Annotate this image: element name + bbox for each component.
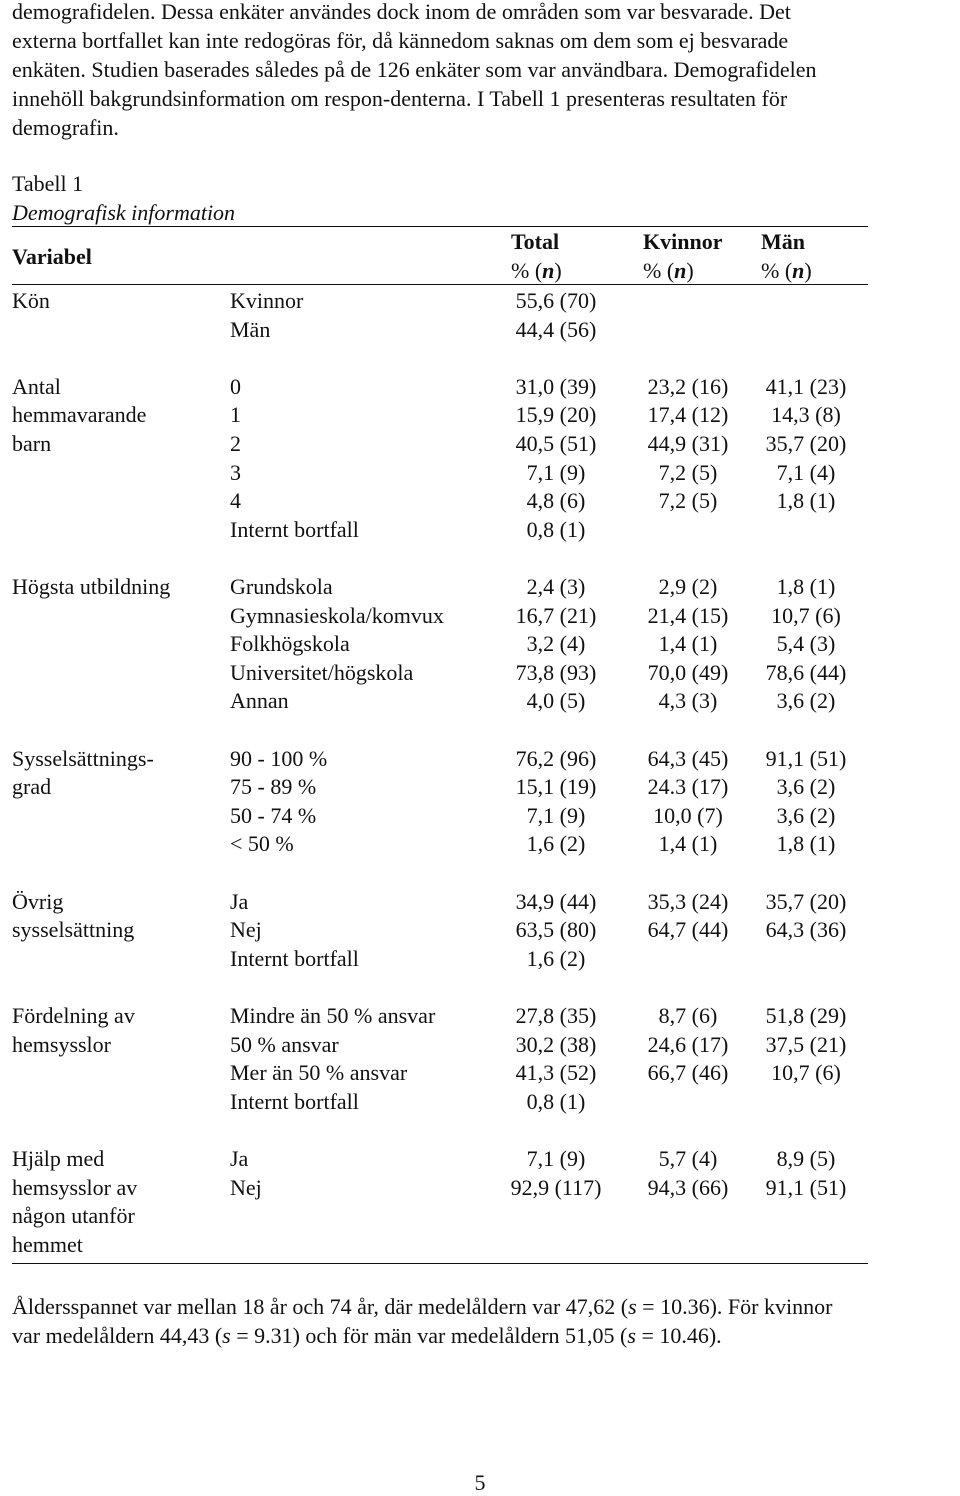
page-number: 5	[474, 1470, 486, 1495]
total-cell: 34,9 (44)	[515, 888, 597, 914]
category-cell: 0	[230, 373, 241, 399]
total-cell: 92,9 (117)	[510, 1174, 602, 1200]
total-cell: 73,8 (93)	[515, 659, 597, 685]
total-cell: 55,6 (70)	[515, 288, 597, 313]
header-total: Total	[511, 229, 560, 254]
table-header-rule	[12, 284, 868, 285]
total-cell: 0,8 (1)	[526, 516, 586, 542]
category-cell: Internt bortfall	[230, 516, 359, 542]
total-cell: 7,1 (9)	[526, 802, 586, 828]
category-cell: 90 - 100 %	[230, 745, 328, 771]
header-kvinnor: Kvinnor	[643, 229, 723, 254]
kvinnor-cell: 4,3 (3)	[658, 688, 718, 714]
total-cell: 27,8 (35)	[515, 1003, 597, 1028]
kvinnor-cell: 7,2 (5)	[658, 459, 718, 485]
total-cell: 7,1 (9)	[526, 459, 586, 485]
category-cell: Män	[230, 316, 271, 342]
total-cell: 0,8 (1)	[526, 1088, 586, 1114]
man-cell: 7,1 (4)	[776, 459, 836, 485]
category-cell: 2	[230, 431, 241, 456]
category-cell: 50 - 74 %	[230, 802, 317, 828]
kvinnor-cell: 7,2 (5)	[658, 488, 718, 514]
man-cell: 5,4 (3)	[776, 631, 836, 657]
total-cell: 30,2 (38)	[515, 1031, 597, 1057]
kvinnor-cell: 70,0 (49)	[647, 659, 729, 685]
kvinnor-cell: 64,7 (44)	[647, 917, 729, 943]
category-cell: 75 - 89 %	[230, 774, 317, 800]
header-man: Män	[761, 229, 805, 254]
header-total-unit: % (n)	[511, 258, 562, 283]
category-cell: Kvinnor	[230, 288, 304, 313]
kvinnor-cell: 1,4 (1)	[658, 831, 718, 857]
kvinnor-cell: 1,4 (1)	[658, 631, 718, 657]
footer-line: var medelåldern 44,43 (s = 9.31) och för män var medelåldern 51,05 (s = 10.46).	[12, 1323, 722, 1348]
total-cell: 15,9 (20)	[515, 402, 597, 428]
category-cell: 50 % ansvar	[230, 1031, 339, 1057]
intro-line: enkäten. Studien baserades således på de 126 enkäter som var användbara. Demografidelen	[12, 57, 817, 82]
category-cell: Mindre än 50 % ansvar	[230, 1003, 436, 1028]
table-title: Tabell 1	[12, 171, 84, 196]
total-cell: 1,6 (2)	[526, 831, 586, 857]
kvinnor-cell: 2,9 (2)	[658, 574, 718, 599]
total-cell: 16,7 (21)	[515, 602, 597, 628]
category-cell: 3	[230, 459, 241, 485]
variable-label: Kön	[12, 288, 50, 313]
category-cell: Universitet/högskola	[230, 659, 414, 685]
kvinnor-cell: 24.3 (17)	[647, 774, 729, 800]
variable-label: barn	[12, 431, 52, 456]
man-cell: 3,6 (2)	[776, 774, 836, 800]
intro-line: demografin.	[12, 115, 119, 140]
man-cell: 8,9 (5)	[776, 1146, 836, 1171]
man-cell: 14,3 (8)	[771, 402, 841, 428]
variable-label: någon utanför	[12, 1203, 135, 1229]
table-top-rule	[12, 226, 868, 227]
table-bottom-rule	[12, 1263, 868, 1264]
total-cell: 76,2 (96)	[515, 745, 597, 771]
category-cell: Gymnasieskola/komvux	[230, 602, 444, 628]
intro-line: innehöll bakgrundsinformation om respon-denterna. I Tabell 1 presenteras resultaten för	[12, 86, 788, 111]
man-cell: 78,6 (44)	[765, 659, 847, 685]
kvinnor-cell: 10,0 (7)	[653, 802, 723, 828]
man-cell: 64,3 (36)	[765, 917, 847, 943]
kvinnor-cell: 23,2 (16)	[647, 373, 729, 399]
category-cell: Internt bortfall	[230, 945, 359, 971]
man-cell: 41,1 (23)	[765, 373, 847, 399]
variable-label: hemmet	[12, 1231, 83, 1257]
man-cell: 1,8 (1)	[776, 574, 836, 599]
man-cell: 37,5 (21)	[765, 1031, 847, 1057]
total-cell: 4,0 (5)	[526, 688, 586, 714]
category-cell: Mer än 50 % ansvar	[230, 1060, 408, 1086]
category-cell: Nej	[230, 917, 262, 943]
variable-label: hemsysslor av	[12, 1174, 138, 1200]
variable-label: Högsta utbildning	[12, 574, 171, 599]
man-cell: 1,8 (1)	[776, 488, 836, 514]
man-cell: 91,1 (51)	[765, 745, 847, 771]
total-cell: 15,1 (19)	[515, 774, 597, 800]
total-cell: 41,3 (52)	[515, 1060, 597, 1086]
kvinnor-cell: 8,7 (6)	[658, 1003, 718, 1028]
man-cell: 91,1 (51)	[765, 1174, 847, 1200]
category-cell: Grundskola	[230, 574, 333, 599]
kvinnor-cell: 44,9 (31)	[647, 431, 729, 456]
man-cell: 51,8 (29)	[765, 1003, 847, 1028]
table-subtitle: Demografisk information	[12, 200, 236, 225]
man-cell: 10,7 (6)	[771, 602, 841, 628]
category-cell: < 50 %	[230, 831, 294, 857]
header-variabel: Variabel	[12, 244, 92, 269]
total-cell: 7,1 (9)	[526, 1146, 586, 1171]
variable-label: grad	[12, 774, 52, 800]
variable-label: Övrig	[12, 888, 64, 914]
total-cell: 63,5 (80)	[515, 917, 597, 943]
intro-paragraph	[12, 0, 958, 142]
header-kvinnor-unit: % (n)	[643, 258, 694, 283]
category-cell: Nej	[230, 1174, 262, 1200]
total-cell: 3,2 (4)	[526, 631, 586, 657]
variable-label: sysselsättning	[12, 917, 135, 943]
category-cell: 4	[230, 488, 241, 514]
total-cell: 44,4 (56)	[515, 316, 597, 342]
category-cell: Annan	[230, 688, 289, 714]
variable-label: Hjälp med	[12, 1146, 105, 1171]
category-cell: Internt bortfall	[230, 1088, 359, 1114]
total-cell: 40,5 (51)	[515, 431, 597, 456]
total-cell: 2,4 (3)	[526, 574, 586, 599]
man-cell: 3,6 (2)	[776, 802, 836, 828]
kvinnor-cell: 5,7 (4)	[658, 1146, 718, 1171]
variable-label: Sysselsättnings-	[12, 745, 154, 771]
footer-paragraph	[12, 1292, 958, 1350]
intro-line: demografidelen. Dessa enkäter användes dock inom de områden som var besvarade. Det	[12, 0, 791, 24]
total-cell: 1,6 (2)	[526, 945, 586, 971]
kvinnor-cell: 64,3 (45)	[647, 745, 729, 771]
variable-label: Antal	[12, 373, 61, 399]
kvinnor-cell: 66,7 (46)	[647, 1060, 729, 1086]
variable-label: hemmavarande	[12, 402, 147, 428]
category-cell: Folkhögskola	[230, 631, 350, 657]
total-cell: 31,0 (39)	[515, 373, 597, 399]
variable-label: hemsysslor	[12, 1031, 111, 1057]
category-cell: Ja	[230, 888, 249, 914]
man-cell: 35,7 (20)	[765, 431, 847, 456]
table-caption	[12, 169, 235, 227]
category-cell: 1	[230, 402, 241, 428]
man-cell: 1,8 (1)	[776, 831, 836, 857]
header-man-unit: % (n)	[761, 258, 812, 283]
man-cell: 35,7 (20)	[765, 888, 847, 914]
total-cell: 4,8 (6)	[526, 488, 586, 514]
category-cell: Ja	[230, 1146, 249, 1171]
kvinnor-cell: 35,3 (24)	[647, 888, 729, 914]
man-cell: 10,7 (6)	[771, 1060, 841, 1086]
footer-line: Åldersspannet var mellan 18 år och 74 år, där medelåldern var 47,62 (s = 10.36). För kvinnor	[12, 1294, 833, 1319]
variable-label: Fördelning av	[12, 1003, 135, 1028]
kvinnor-cell: 17,4 (12)	[647, 402, 729, 428]
kvinnor-cell: 21,4 (15)	[647, 602, 729, 628]
intro-line: externa bortfallet kan inte redogöras för, då kännedom saknas om dem som ej besvarade	[12, 28, 789, 53]
kvinnor-cell: 24,6 (17)	[647, 1031, 729, 1057]
kvinnor-cell: 94,3 (66)	[647, 1174, 729, 1200]
man-cell: 3,6 (2)	[776, 688, 836, 714]
